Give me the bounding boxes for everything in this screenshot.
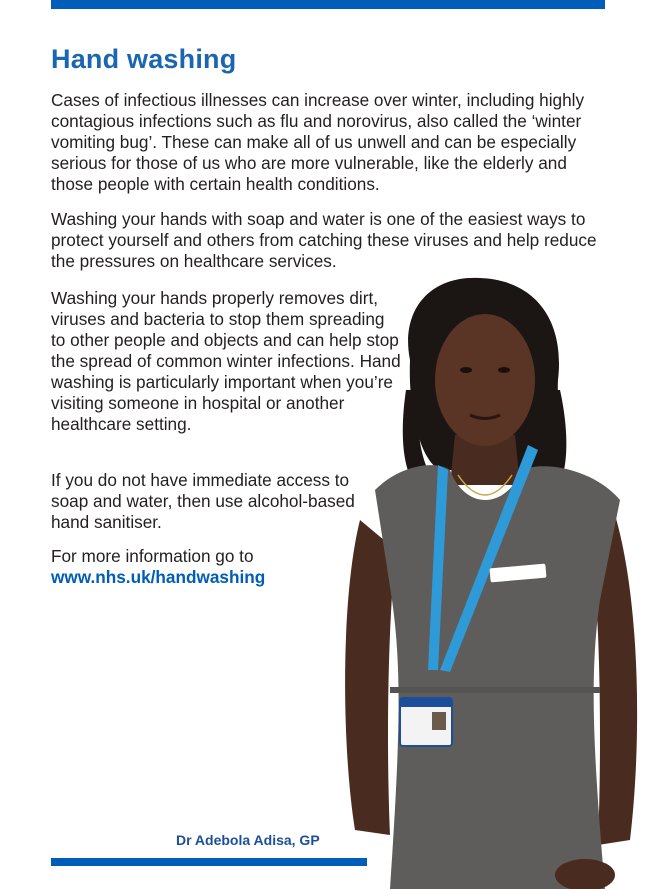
doctor-photo	[330, 270, 657, 889]
bottom-accent-bar	[51, 858, 367, 866]
more-info-block	[51, 546, 351, 588]
top-accent-bar	[51, 0, 605, 9]
face	[435, 314, 535, 446]
soap-water-paragraph: Washing your hands with soap and water is one of the easiest ways to protect yourself and others from catching these viruses and help reduce the pressures on healthcare services.	[51, 209, 597, 271]
more-info-text: For more information go to	[51, 546, 254, 566]
sanitiser-paragraph: If you do not have immediate access to soap and water, then use alcohol-based hand sanitiser.	[51, 470, 355, 532]
page-heading: Hand washing	[51, 44, 237, 74]
intro-paragraph: Cases of infectious illnesses can increase over winter, including highly contagious infections such as flu and norovirus, also called the ‘winter vomiting bug’. These can make all of us unwell and can be especially serious for those of us who are more vulnerable, like the elderly and those people with certain health conditions.	[51, 90, 585, 194]
proper-washing-paragraph: Washing your hands properly removes dirt, viruses and bacteria to stop them spreading to other people and objects and can help stop the spread of common winter infections. Hand washing is particularly important when you’re visiting someone in hospital or another healthcare setting.	[51, 288, 401, 434]
handwashing-link[interactable]: www.nhs.uk/handwashing	[51, 567, 266, 587]
photo-caption: Dr Adebola Adisa, GP	[176, 832, 320, 848]
